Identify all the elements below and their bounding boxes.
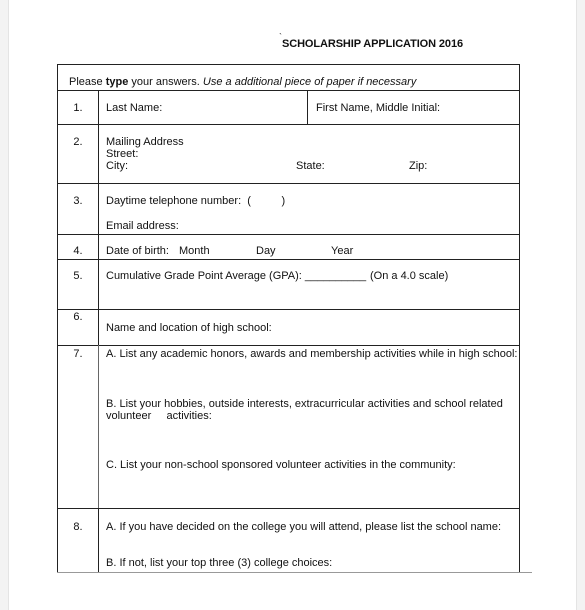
hobbies-prompt: B. List your hobbies, outside interests, extracurricular activities and school related (106, 398, 503, 410)
row-number: 5. (73, 270, 83, 282)
column-divider (98, 345, 99, 508)
honors-prompt: A. List any academic honors, awards and membership activities while in high school: (106, 348, 518, 360)
gpa-label: Cumulative Grade Point Average (GPA): __________ (106, 270, 367, 282)
row-number: 1. (73, 102, 83, 114)
gpa-scale-label: (On a 4.0 scale) (370, 270, 449, 282)
row-number: 4. (73, 245, 83, 257)
row-divider (57, 309, 520, 310)
volunteer-prompt: C. List your non-school sponsored volunteer activities in the community: (106, 459, 456, 471)
city-label: City: (106, 160, 128, 172)
row-number: 7. (73, 348, 83, 360)
instructions-text: Please type your answers. Use a additional piece of paper if necessary (69, 76, 417, 88)
hobbies-prompt-continued: volunteer activities: (106, 410, 212, 422)
row-divider (57, 234, 520, 235)
page-title: SCHOLARSHIP APPLICATION 2016 (282, 38, 463, 50)
email-label: Email address: (106, 220, 179, 232)
stray-mark: ` (279, 32, 282, 42)
column-divider (98, 508, 99, 572)
phone-label: Daytime telephone number: ( ) (106, 195, 286, 207)
street-label: Street: (106, 148, 139, 160)
college-choices-prompt: B. If not, list your top three (3) college choices: (106, 557, 333, 569)
dob-day-label: Day (256, 245, 276, 257)
first-name-label: First Name, Middle Initial: (316, 102, 441, 114)
zip-label: Zip: (409, 160, 428, 172)
dob-label: Date of birth: (106, 245, 169, 257)
column-divider (98, 90, 99, 345)
dob-month-label: Month (179, 245, 210, 257)
mailing-address-label: Mailing Address (106, 136, 184, 148)
state-label: State: (296, 160, 325, 172)
row-number: 8. (73, 521, 83, 533)
row-number: 6. (73, 311, 83, 323)
row-divider (57, 90, 520, 91)
row-divider (57, 183, 520, 184)
row-number: 2. (73, 136, 83, 148)
last-name-label: Last Name: (106, 102, 163, 114)
high-school-label: Name and location of high school: (106, 322, 272, 334)
row-divider (57, 259, 520, 260)
row-number: 3. (73, 195, 83, 207)
dob-year-label: Year (331, 245, 354, 257)
row-divider (57, 124, 520, 125)
row-divider (57, 508, 520, 509)
name-column-divider (307, 90, 308, 124)
college-prompt: A. If you have decided on the college you will attend, please list the school name: (106, 521, 502, 533)
row-divider (57, 345, 520, 346)
page-cutoff-line (57, 572, 532, 573)
